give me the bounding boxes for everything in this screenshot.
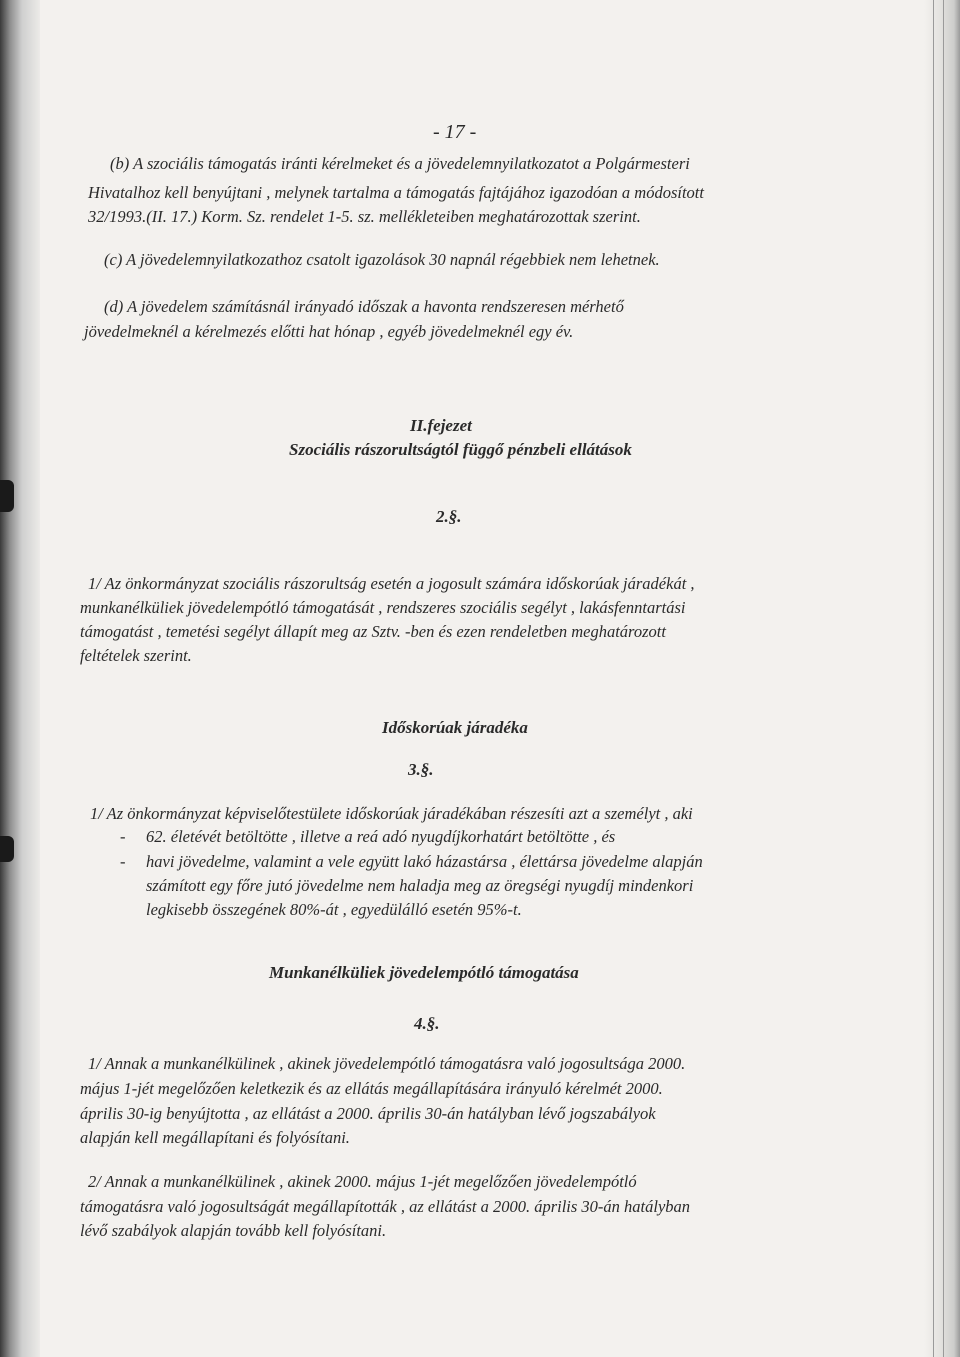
section-4-heading: Munkanélküliek jövedelempótló támogatása xyxy=(269,963,579,982)
paragraph-b-line: Hivatalhoz kell benyújtani , melynek tartalma a támogatás fajtájához igazodóan a módosított xyxy=(88,183,704,202)
bullet-line: havi jövedelme, valamint a vele együtt lakó házastársa , élettársa jövedelme alapján xyxy=(146,852,703,871)
section-3-heading: Időskorúak járadéka xyxy=(382,718,528,737)
section-4-p2-line: 2/ Annak a munkanélkülinek , akinek 2000. május 1-jét megelőzően jövedelempótló xyxy=(88,1172,637,1191)
section-4-number: 4.§. xyxy=(414,1014,440,1033)
paragraph-c-line: (c) A jövedelemnyilatkozathoz csatolt igazolások 30 napnál régebbiek nem lehetnek. xyxy=(104,250,660,269)
section-4-p2-line: lévő szabályok alapján tovább kell folyósítani. xyxy=(80,1221,387,1240)
scan-page-edge xyxy=(924,0,960,1357)
section-3-intro: 1/ Az önkormányzat képviselőtestülete időskorúak járadékában részesíti azt a személyt , aki xyxy=(90,804,693,823)
scan-binding-shadow xyxy=(0,0,40,1357)
bullet-marker: - xyxy=(120,852,126,871)
paragraph-b-line: 32/1993.(II. 17.) Korm. Sz. rendelet 1-5. sz. mellékleteiben meghatározottak szerint. xyxy=(88,207,641,226)
page-number: - 17 - xyxy=(433,121,477,143)
page-edge-line xyxy=(943,0,944,1357)
bullet-line: legkisebb összegének 80%-át , egyedülálló esetén 95%-t. xyxy=(146,900,522,919)
section-2-line: feltételek szerint. xyxy=(80,646,192,665)
section-2-number: 2.§. xyxy=(436,507,462,526)
chapter-label: II.fejezet xyxy=(410,416,472,435)
bullet-line: 62. életévét betöltötte , illetve a reá adó nyugdíjkorhatárt betöltötte , és xyxy=(146,827,616,846)
section-2-line: támogatást , temetési segélyt állapít meg az Sztv. -ben és ezen rendeletben meghatározott xyxy=(80,622,666,641)
section-3-number: 3.§. xyxy=(408,760,434,779)
section-2-line: munkanélküliek jövedelempótló támogatását , rendszeres szociális segélyt , lakásfenntartási xyxy=(80,598,686,617)
chapter-title: Szociális rászorultságtól függő pénzbeli ellátások xyxy=(289,440,632,459)
paragraph-b-line: (b) A szociális támogatás iránti kérelmeket és a jövedelemnyilatkozatot a Polgármesteri xyxy=(110,154,690,173)
bullet-line: számított egy főre jutó jövedelme nem haladja meg az öregségi nyugdíj mindenkori xyxy=(146,876,694,895)
section-4-p2-line: támogatásra való jogosultságát megállapították , az ellátást a 2000. április 30-án hatályban xyxy=(80,1197,691,1216)
binding-clip-mark xyxy=(0,836,14,862)
page-edge-line xyxy=(933,0,934,1357)
section-2-line: 1/ Az önkormányzat szociális rászorultság esetén a jogosult számára időskorúak járadékát , xyxy=(88,574,695,593)
section-4-p1-line: április 30-ig benyújtotta , az ellátást a 2000. április 30-án hatályban lévő jogszabályok xyxy=(80,1104,656,1123)
section-4-p1-line: május 1-jét megelőzően keletkezik és az ellátás megállapítására irányuló kérelmét 2000. xyxy=(80,1079,663,1098)
section-4-p1-line: alapján kell megállapítani és folyósítani. xyxy=(80,1128,350,1147)
section-4-p1-line: 1/ Annak a munkanélkülinek , akinek jövedelempótló támogatásra való jogosultsága 2000. xyxy=(88,1054,686,1073)
binding-clip-mark xyxy=(0,480,14,512)
bullet-marker: - xyxy=(120,827,126,846)
paragraph-d-line: jövedelmeknél a kérelmezés előtti hat hónap , egyéb jövedelmeknél egy év. xyxy=(84,322,574,341)
paragraph-d-line: (d) A jövedelem számításnál irányadó időszak a havonta rendszeresen mérhető xyxy=(104,297,624,316)
